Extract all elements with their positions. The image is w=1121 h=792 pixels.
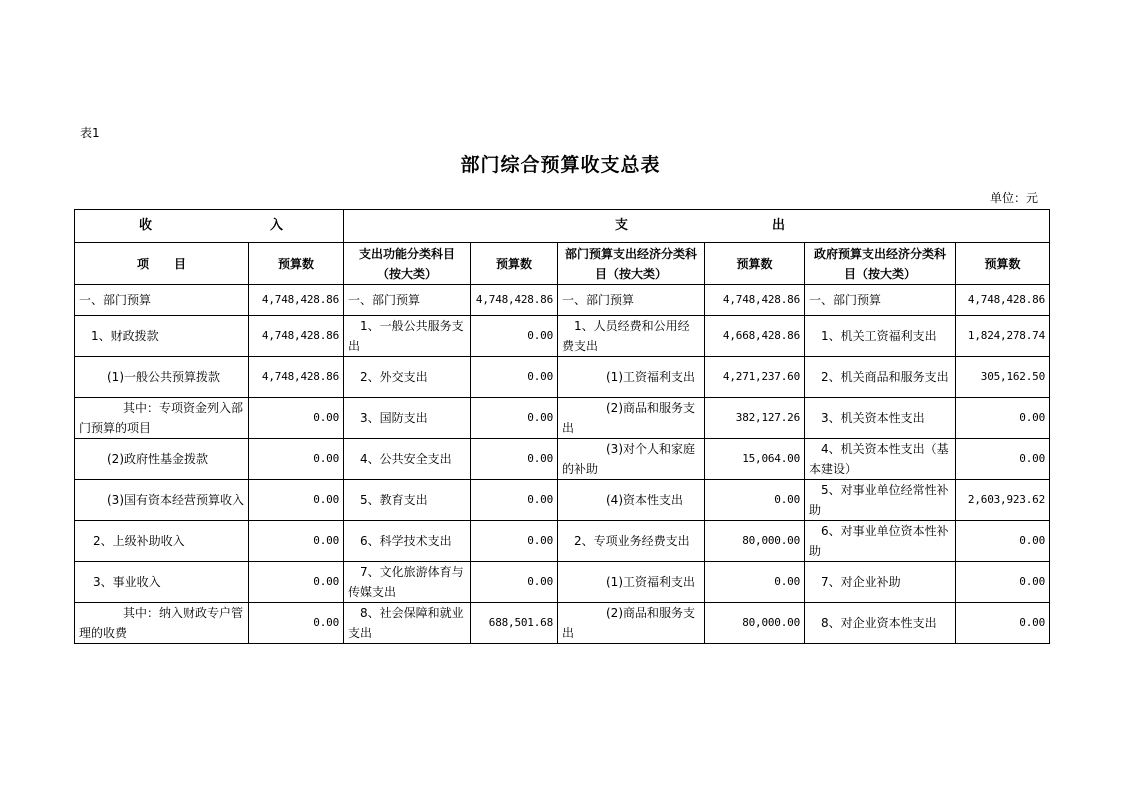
dept-econ-item: (1)工资福利支出: [558, 562, 705, 603]
function-amount: 0.00: [471, 316, 558, 357]
gov-econ-item: 5、对事业单位经常性补助: [805, 480, 956, 521]
dept-econ-amount: 4,748,428.86: [705, 285, 805, 316]
income-amount: 0.00: [249, 562, 344, 603]
income-item: 其中：纳入财政专户管理的收费: [75, 603, 249, 644]
expense-header: [344, 210, 1050, 243]
gov-econ-amount: 305,162.50: [956, 357, 1050, 398]
dept-econ-amount: 15,064.00: [705, 439, 805, 480]
table-row: [75, 285, 1050, 316]
function-amount: 0.00: [471, 357, 558, 398]
function-item: 5、教育支出: [344, 480, 471, 521]
income-item: (3)国有资本经营预算收入: [75, 480, 249, 521]
function-amount: 0.00: [471, 398, 558, 439]
income-amount: 0.00: [249, 439, 344, 480]
col-header-budget-4: 预算数: [956, 243, 1050, 285]
table-number: 表1: [80, 126, 100, 140]
income-amount: 0.00: [249, 521, 344, 562]
table-row: [75, 357, 1050, 398]
income-item: 2、上级补助收入: [75, 521, 249, 562]
dept-econ-amount: 0.00: [705, 562, 805, 603]
col-header-item-char-1: 项: [137, 256, 150, 271]
gov-econ-amount: 0.00: [956, 603, 1050, 644]
budget-summary-table: [74, 209, 1050, 644]
dept-econ-item: (1)工资福利支出: [558, 357, 705, 398]
function-item: 6、科学技术支出: [344, 521, 471, 562]
function-item: 1、一般公共服务支出: [344, 316, 471, 357]
header-row-columns: [75, 243, 1050, 285]
gov-econ-item: 一、部门预算: [805, 285, 956, 316]
income-amount: 4,748,428.86: [249, 357, 344, 398]
gov-econ-item: 4、机关资本性支出（基本建设）: [805, 439, 956, 480]
function-item: 3、国防支出: [344, 398, 471, 439]
function-item: 8、社会保障和就业支出: [344, 603, 471, 644]
gov-econ-item: 6、对事业单位资本性补助: [805, 521, 956, 562]
table-row: [75, 521, 1050, 562]
dept-econ-amount: 0.00: [705, 480, 805, 521]
table-row: [75, 316, 1050, 357]
gov-econ-amount: 2,603,923.62: [956, 480, 1050, 521]
col-header-gov-econ-category: 政府预算支出经济分类科目（按大类）: [805, 243, 956, 285]
dept-econ-amount: 80,000.00: [705, 521, 805, 562]
function-amount: 4,748,428.86: [471, 285, 558, 316]
table-row: [75, 398, 1050, 439]
income-item: 其中：专项资金列入部门预算的项目: [75, 398, 249, 439]
income-item: (1)一般公共预算拨款: [75, 357, 249, 398]
dept-econ-item: (3)对个人和家庭的补助: [558, 439, 705, 480]
gov-econ-item: 1、机关工资福利支出: [805, 316, 956, 357]
col-header-budget-3: 预算数: [705, 243, 805, 285]
income-item: 1、财政拨款: [75, 316, 249, 357]
col-header-budget-1: 预算数: [249, 243, 344, 285]
col-header-item-char-2: 目: [173, 256, 186, 271]
gov-econ-amount: 0.00: [956, 439, 1050, 480]
dept-econ-amount: 80,000.00: [705, 603, 805, 644]
dept-econ-item: (2)商品和服务支出: [558, 603, 705, 644]
dept-econ-item: (4)资本性支出: [558, 480, 705, 521]
income-amount: 0.00: [249, 480, 344, 521]
income-item: 一、部门预算: [75, 285, 249, 316]
dept-econ-item: 1、人员经费和公用经费支出: [558, 316, 705, 357]
table-row: [75, 603, 1050, 644]
income-header-char-2: 入: [269, 218, 283, 233]
dept-econ-item: 2、专项业务经费支出: [558, 521, 705, 562]
function-item: 7、文化旅游体育与传媒支出: [344, 562, 471, 603]
gov-econ-amount: 4,748,428.86: [956, 285, 1050, 316]
income-amount: 0.00: [249, 603, 344, 644]
expense-header-char-1: 支: [615, 218, 629, 233]
income-header-char-1: 收: [139, 218, 153, 233]
function-amount: 0.00: [471, 439, 558, 480]
col-header-function-category: 支出功能分类科目（按大类）: [344, 243, 471, 285]
gov-econ-amount: 0.00: [956, 562, 1050, 603]
gov-econ-item: 8、对企业资本性支出: [805, 603, 956, 644]
function-amount: 0.00: [471, 480, 558, 521]
gov-econ-amount: 0.00: [956, 398, 1050, 439]
col-header-dept-econ-category: 部门预算支出经济分类科目（按大类）: [558, 243, 705, 285]
table-row: [75, 480, 1050, 521]
gov-econ-item: 3、机关资本性支出: [805, 398, 956, 439]
dept-econ-amount: 382,127.26: [705, 398, 805, 439]
dept-econ-amount: 4,668,428.86: [705, 316, 805, 357]
function-item: 4、公共安全支出: [344, 439, 471, 480]
function-amount: 0.00: [471, 562, 558, 603]
gov-econ-item: 2、机关商品和服务支出: [805, 357, 956, 398]
income-amount: 0.00: [249, 398, 344, 439]
gov-econ-amount: 1,824,278.74: [956, 316, 1050, 357]
income-amount: 4,748,428.86: [249, 316, 344, 357]
dept-econ-amount: 4,271,237.60: [705, 357, 805, 398]
gov-econ-item: 7、对企业补助: [805, 562, 956, 603]
dept-econ-item: (2)商品和服务支出: [558, 398, 705, 439]
header-row-main: [75, 210, 1050, 243]
function-amount: 0.00: [471, 521, 558, 562]
page-title: 部门综合预算收支总表: [460, 154, 661, 176]
col-header-budget-2: 预算数: [471, 243, 558, 285]
table-row: [75, 439, 1050, 480]
col-header-item: [75, 243, 249, 285]
gov-econ-amount: 0.00: [956, 521, 1050, 562]
income-amount: 4,748,428.86: [249, 285, 344, 316]
dept-econ-item: 一、部门预算: [558, 285, 705, 316]
unit-label: 单位：元: [990, 191, 1039, 205]
function-amount: 688,501.68: [471, 603, 558, 644]
function-item: 2、外交支出: [344, 357, 471, 398]
expense-header-char-2: 出: [771, 218, 785, 233]
income-item: (2)政府性基金拨款: [75, 439, 249, 480]
income-item: 3、事业收入: [75, 562, 249, 603]
table-row: [75, 562, 1050, 603]
income-header: [75, 210, 344, 243]
function-item: 一、部门预算: [344, 285, 471, 316]
